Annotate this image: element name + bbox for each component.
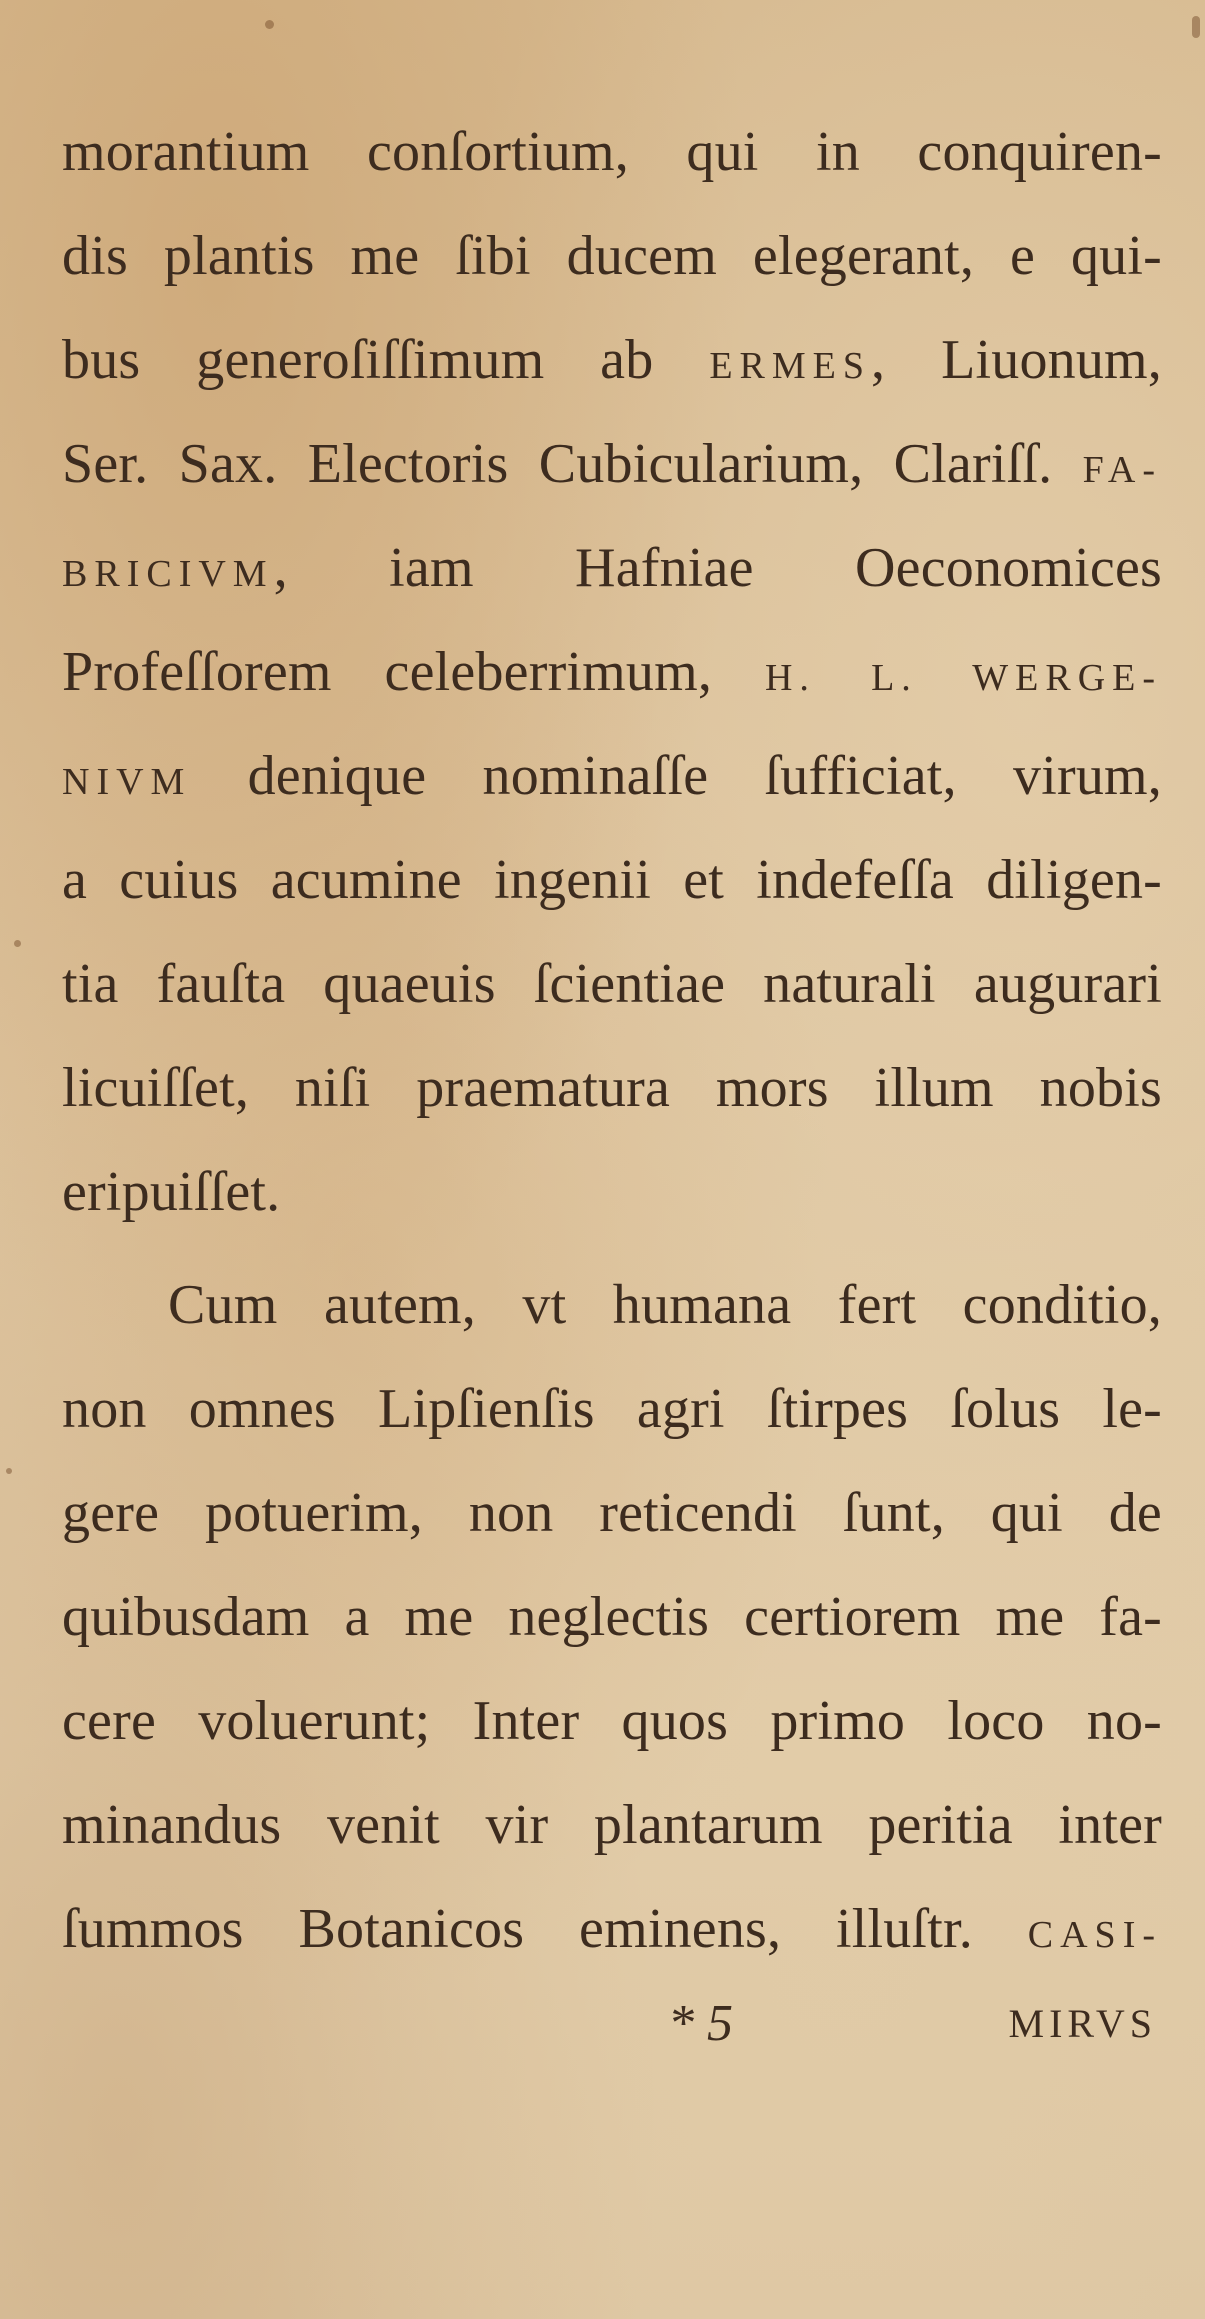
text-segment: morantium conſortium, qui in conquiren- bbox=[62, 121, 1162, 183]
text-line bbox=[62, 100, 1162, 204]
small-caps-name: CASI- bbox=[1027, 1914, 1162, 1956]
ink-speck bbox=[1192, 16, 1200, 38]
text-line bbox=[62, 1140, 1162, 1244]
text-segment: ſummos Botanicos eminens, illuſtr. bbox=[62, 1898, 1028, 1960]
text-line bbox=[62, 516, 1162, 620]
text-line bbox=[62, 620, 1162, 724]
paragraph-1 bbox=[62, 100, 1162, 1244]
text-segment: , iam Hafniae Oeconomices bbox=[273, 537, 1162, 599]
text-segment: dis plantis me ſibi ducem elegerant, e qui- bbox=[62, 225, 1162, 287]
paragraph-2 bbox=[62, 1253, 1162, 1981]
text-segment: Ser. Sax. Electoris Cubicularium, Clariſſ. bbox=[62, 433, 1083, 495]
text-line bbox=[62, 1877, 1162, 1981]
text-segment: Profeſſorem celeberrimum, bbox=[62, 641, 765, 703]
text-line bbox=[62, 1253, 1162, 1357]
page-footer bbox=[0, 1984, 1205, 2064]
text-segment: non omnes Lipſienſis agri ſtirpes ſolus le- bbox=[62, 1378, 1162, 1440]
text-line bbox=[62, 932, 1162, 1036]
small-caps-name: H. L. WERGE- bbox=[764, 657, 1162, 699]
text-segment: a cuius acumine ingenii et indefeſſa diligen- bbox=[62, 849, 1162, 911]
text-line bbox=[62, 1773, 1162, 1877]
text-segment: tia fauſta quaeuis ſcientiae naturali augurari bbox=[62, 953, 1162, 1015]
text-line bbox=[62, 412, 1162, 516]
text-line bbox=[62, 204, 1162, 308]
text-line bbox=[62, 308, 1162, 412]
text-line bbox=[62, 828, 1162, 932]
text-segment: bus generoſiſſimum ab bbox=[62, 329, 710, 391]
text-segment: gere potuerim, non reticendi ſunt, qui de bbox=[62, 1482, 1162, 1544]
text-segment: minandus venit vir plantarum peritia inter bbox=[62, 1794, 1162, 1856]
signature-mark: * 5 bbox=[668, 1995, 733, 2052]
text-segment: eripuiſſet. bbox=[62, 1161, 281, 1223]
text-line bbox=[62, 1036, 1162, 1140]
text-segment: cere voluerunt; Inter quos primo loco no- bbox=[62, 1690, 1162, 1752]
small-caps-name: BRICIVM bbox=[62, 553, 274, 595]
text-line bbox=[62, 724, 1162, 828]
text-line bbox=[62, 1357, 1162, 1461]
catchword: MIRVS bbox=[1008, 2001, 1157, 2046]
text-segment: quibusdam a me neglectis certiorem me fa- bbox=[62, 1586, 1162, 1648]
ink-speck bbox=[265, 20, 274, 29]
text-line bbox=[62, 1461, 1162, 1565]
small-caps-name: ERMES bbox=[709, 345, 872, 387]
text-line bbox=[62, 1669, 1162, 1773]
text-line bbox=[62, 1565, 1162, 1669]
ink-speck bbox=[14, 940, 21, 947]
small-caps-name: NIVM bbox=[62, 761, 192, 803]
text-segment: Cum autem, vt humana fert conditio, bbox=[168, 1274, 1162, 1336]
text-segment: , Liuonum, bbox=[871, 329, 1162, 391]
ink-speck bbox=[6, 1468, 12, 1474]
small-caps-name: FA- bbox=[1082, 449, 1162, 491]
text-segment: denique nominaſſe ſufficiat, virum, bbox=[191, 745, 1162, 807]
text-segment: licuiſſet, niſi praematura mors illum nobis bbox=[62, 1057, 1162, 1119]
